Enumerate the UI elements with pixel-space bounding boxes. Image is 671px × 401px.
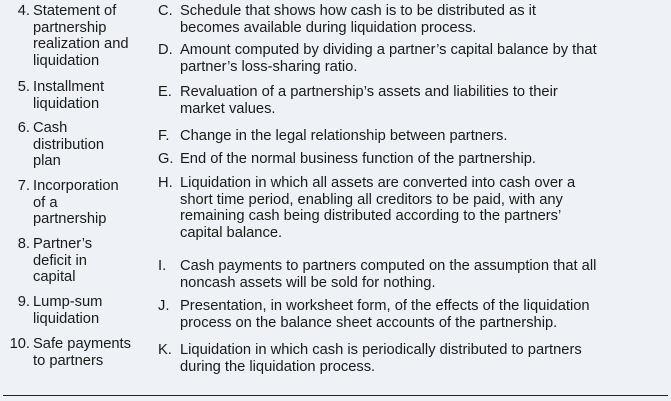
- definition-item: [158, 84, 663, 117]
- definition-item: [158, 42, 663, 75]
- term-number: 9.: [17, 294, 30, 310]
- definition-text-line: Liquidation in which cash is periodically distributed to partners: [180, 342, 582, 358]
- definition-text-line: Revaluation of a partnership’s assets and liabilities to their: [180, 84, 558, 100]
- definition-text-line: Presentation, in worksheet form, of the effects of the liquidation: [180, 298, 590, 314]
- definition-text-line: process on the balance sheet accounts of the partnership.: [180, 314, 558, 331]
- term-text-line: Safe payments: [33, 336, 131, 352]
- definition-text-line: market values.: [180, 100, 276, 117]
- definition-text-line: remaining cash being distributed according to the partners’: [180, 208, 562, 225]
- bottom-rule: [3, 395, 668, 396]
- term-text-line: Installment: [33, 79, 105, 95]
- term-number: 7.: [17, 178, 30, 194]
- term-text-line: deficit in: [33, 252, 87, 269]
- definition-text-line: partner’s loss-sharing ratio.: [180, 58, 358, 75]
- term-item: [3, 120, 153, 170]
- term-item: [3, 236, 153, 286]
- definition-text-line: Change in the legal relationship between partners.: [180, 128, 508, 144]
- definition-text-line: short time period, enabling all creditors to be paid, with any: [180, 191, 563, 208]
- term-text-line: Partner’s: [33, 236, 93, 252]
- term-text-line: to partners: [33, 352, 104, 369]
- term-text-line: Incorporation: [33, 178, 119, 194]
- definition-text-line: End of the normal business function of the partnership.: [180, 151, 536, 167]
- definition-text-line: Amount computed by dividing a partner’s capital balance by that: [180, 42, 597, 58]
- term-item: [3, 79, 153, 112]
- term-text-line: Statement of: [33, 3, 117, 19]
- definition-letter: H.: [158, 175, 173, 191]
- term-item: [3, 336, 153, 369]
- term-text-line: capital: [33, 269, 76, 286]
- term-text-line: liquidation: [33, 52, 100, 69]
- term-text-line: realization and: [33, 36, 129, 53]
- term-item: [3, 294, 153, 327]
- definition-letter: E.: [158, 84, 172, 100]
- definition-letter: C.: [158, 3, 173, 19]
- term-number: 6.: [17, 120, 30, 136]
- definition-text-line: Cash payments to partners computed on the assumption that all: [180, 258, 597, 274]
- definition-item: [158, 342, 663, 375]
- definition-letter: F.: [158, 128, 170, 144]
- definition-item: [158, 128, 663, 145]
- definition-text-line: Liquidation in which all assets are converted into cash over a: [180, 175, 576, 191]
- definition-text-line: Schedule that shows how cash is to be distributed as it: [180, 3, 536, 19]
- term-text-line: partnership: [33, 211, 107, 228]
- definition-letter: K.: [158, 342, 172, 358]
- definition-letter: J.: [158, 298, 170, 314]
- definition-item: [158, 298, 663, 331]
- definition-letter: D.: [158, 42, 173, 58]
- term-item: [3, 178, 153, 228]
- term-item: [3, 3, 153, 69]
- term-text-line: liquidation: [33, 95, 100, 112]
- term-number: 4.: [17, 3, 30, 19]
- definition-text-line: capital balance.: [180, 224, 283, 241]
- definition-item: [158, 3, 663, 36]
- definition-text-line: noncash assets will be sold for nothing.: [180, 274, 436, 291]
- term-text-line: liquidation: [33, 310, 100, 327]
- definition-item: [158, 175, 663, 241]
- definition-item: [158, 151, 663, 168]
- definition-letter: G.: [158, 151, 174, 167]
- term-number: 10.: [9, 336, 30, 352]
- term-text-line: Cash: [33, 120, 68, 136]
- term-text-line: partnership: [33, 19, 107, 36]
- term-number: 8.: [17, 236, 30, 252]
- term-text-line: plan: [33, 153, 61, 170]
- term-number: 5.: [17, 79, 30, 95]
- term-text-line: distribution: [33, 136, 105, 153]
- term-text-line: Lump-sum: [33, 294, 103, 310]
- definition-item: [158, 258, 663, 291]
- definition-text-line: during the liquidation process.: [180, 358, 376, 375]
- definition-letter: I.: [158, 258, 167, 274]
- definition-text-line: becomes available during liquidation process.: [180, 19, 477, 36]
- term-text-line: of a: [33, 194, 58, 211]
